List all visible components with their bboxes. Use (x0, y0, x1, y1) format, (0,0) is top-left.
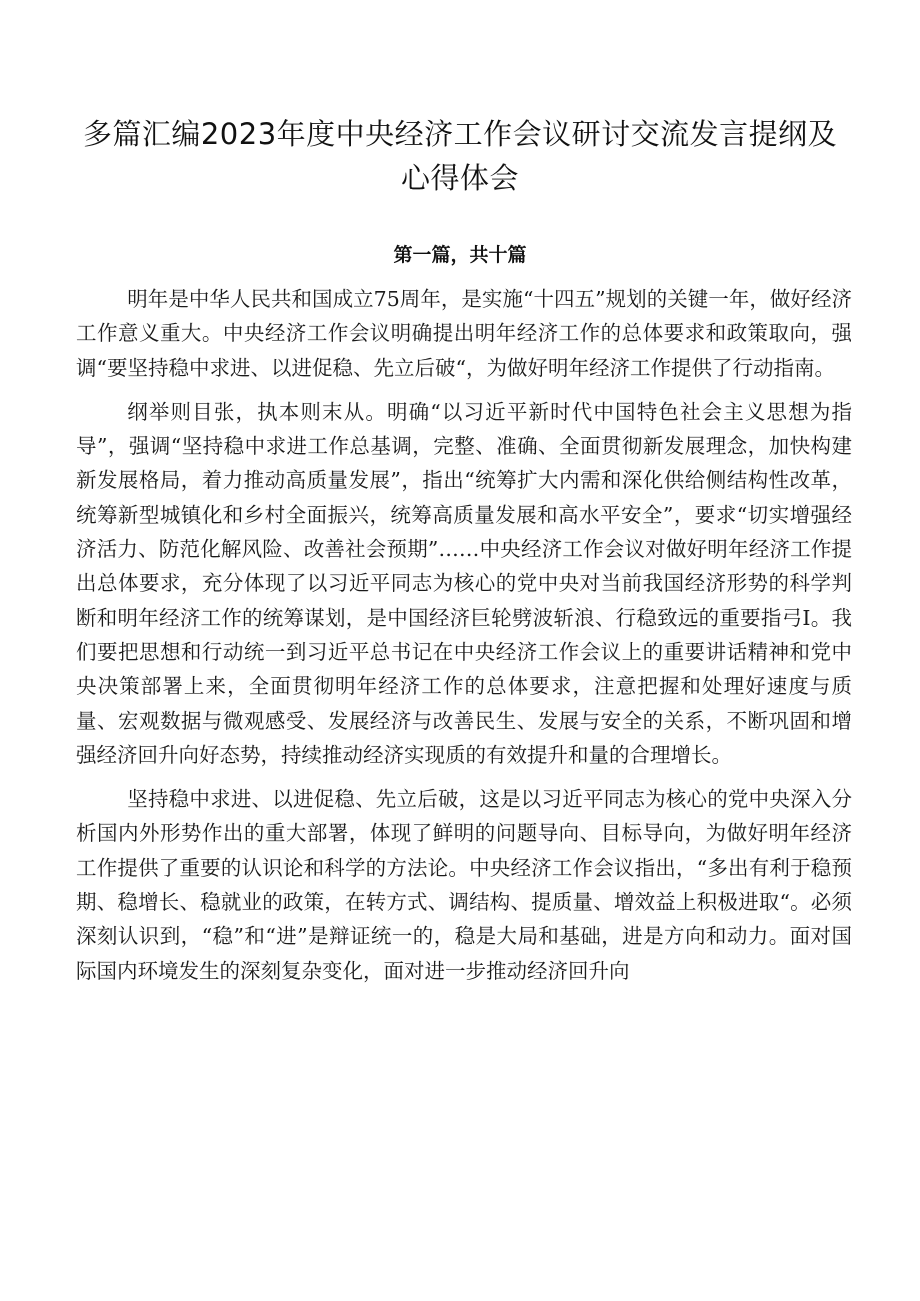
document-body (76, 282, 852, 998)
section-heading: 第一篇，共十篇 (393, 244, 527, 266)
paragraph-1: 明年是中华人民共和国成立75周年，是实施“十四五”规划的关键一年，做好经济工作意义重大。中央经济工作会议明确提出明年经济工作的总体要求和政策取向，强调“要坚持稳中求进、以进促稳、先立后破“，为做好明年经济工作提供了行动指南。 (76, 287, 852, 380)
document-title: 多篇汇编2023年度中央经济工作会议研讨交流发言提纲及心得体会 (82, 117, 838, 195)
paragraph-2: 纲举则目张，执本则末从。明确“以习近平新时代中国特色社会主义思想为指导”，强调“坚持稳中求进工作总基调，完整、准确、全面贯彻新发展理念，加快构建新发展格局，着力推动高质量发展”，指出“统筹扩大内需和深化供给侧结构性改革，统筹新型城镇化和乡村全面振兴，统筹高质量发展和高水平安全”，要求“切实增强经济活力、防范化解风险、改善社会预期”……中央经济工作会议对做好明年经济工作提出总体要求，充分体现了以习近平同志为核心的党中央对当前我国经济形势的科学判断和明年经济工作的统筹谋划，是中国经济巨轮劈波斩浪、行稳致远的重要指弓I。我们要把思想和行动统一到习近平总书记在中央经济工作会议上的重要讲话精神和党中央决策部署上来，全面贯彻明年经济工作的总体要求，注意把握和处理好速度与质量、宏观数据与微观感受、发展经济与改善民生、发展与安全的关系，不断巩固和增强经济回升向好态势，持续推动经济实现质的有效提升和量的合理增长。 (76, 399, 852, 767)
paragraph-3: 坚持稳中求进、以进促稳、先立后破，这是以习近平同志为核心的党中央深入分析国内外形势作出的重大部署，体现了鲜明的问题导向、目标导向，为做好明年经济工作提供了重要的认识论和科学的方法论。中央经济工作会议指出，“多出有利于稳预期、稳增长、稳就业的政策，在转方式、调结构、提质量、增效益上积极进取“。必须深刻认识到，“稳”和“进”是辩证统一的，稳是大局和基础，进是方向和动力。面对国际国内环境发生的深刻复杂变化，面对进一步推动经济回升向 (76, 787, 852, 983)
